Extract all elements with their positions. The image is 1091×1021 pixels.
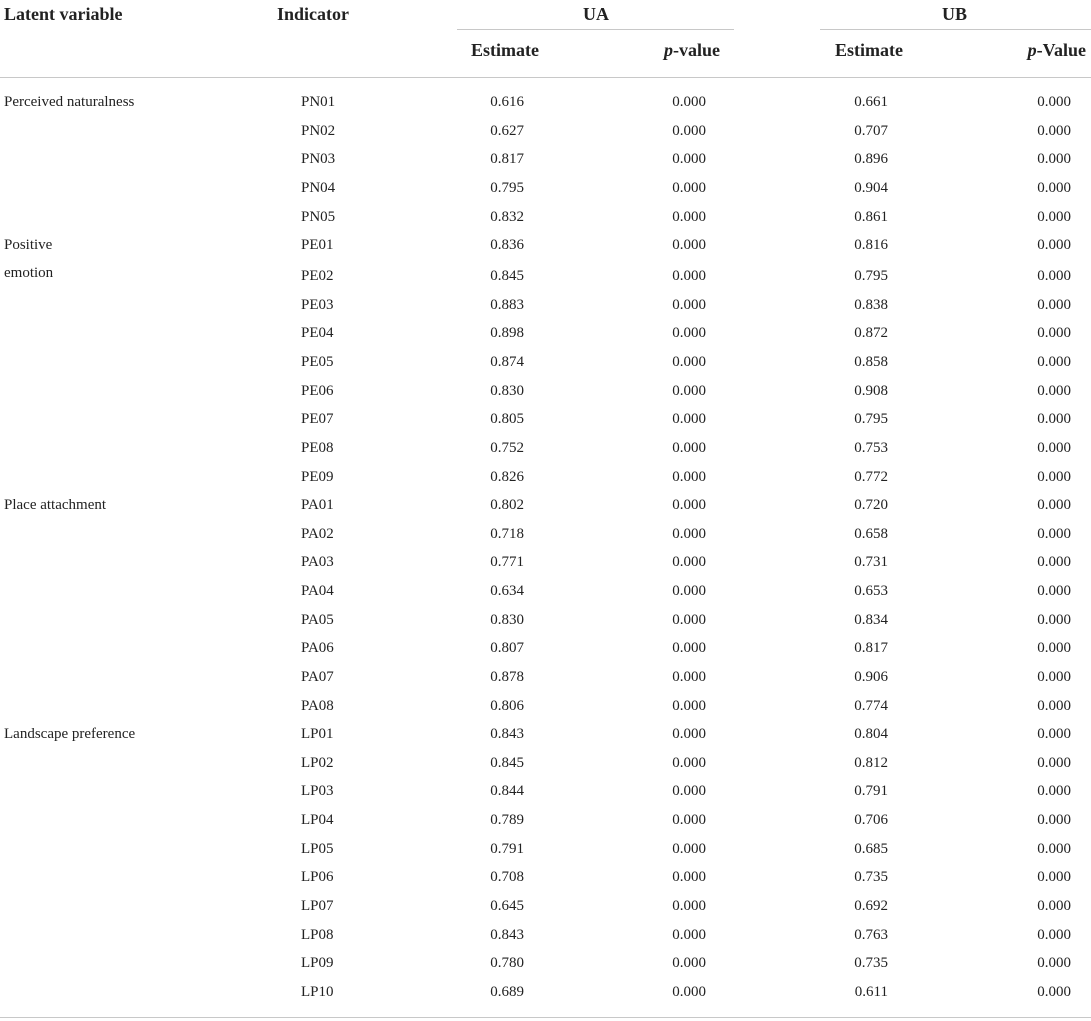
ua-estimate-cell: 0.844 xyxy=(490,783,524,799)
indicator-cell: PE04 xyxy=(301,325,334,341)
ua-estimate-cell: 0.874 xyxy=(490,354,524,370)
ub-p-value-cell: 0.000 xyxy=(1037,955,1071,971)
ub-p-value-cell: 0.000 xyxy=(1037,469,1071,485)
indicator-cell: PE09 xyxy=(301,469,334,485)
indicator-cell: LP04 xyxy=(301,812,334,828)
latent-variable-label: Landscape preference xyxy=(4,726,136,742)
ua-p-value-cell: 0.000 xyxy=(672,841,706,857)
indicator-cell: PE01 xyxy=(301,237,334,253)
ub-estimate-cell: 0.772 xyxy=(854,469,888,485)
ua-p-value-cell: 0.000 xyxy=(672,325,706,341)
ub-p-value-cell: 0.000 xyxy=(1037,755,1071,771)
ua-p-value-cell: 0.000 xyxy=(672,411,706,427)
ub-p-value-cell: 0.000 xyxy=(1037,869,1071,885)
ub-estimate-cell: 0.735 xyxy=(854,955,888,971)
indicator-cell: LP06 xyxy=(301,869,334,885)
indicator-cell: PA07 xyxy=(301,669,334,685)
indicator-cell: PE02 xyxy=(301,268,334,284)
ub-p-value-cell: 0.000 xyxy=(1037,898,1071,914)
ua-p-value-cell: 0.000 xyxy=(672,669,706,685)
ua-p-value-cell: 0.000 xyxy=(672,898,706,914)
ub-estimate-cell: 0.753 xyxy=(854,440,888,456)
ub-estimate-cell: 0.611 xyxy=(854,984,888,1000)
ub-estimate-cell: 0.834 xyxy=(854,612,888,628)
ua-estimate-cell: 0.627 xyxy=(490,123,524,139)
indicator-cell: PA08 xyxy=(301,698,334,714)
ua-estimate-cell: 0.826 xyxy=(490,469,524,485)
indicator-cell: LP08 xyxy=(301,927,334,943)
latent-variable-label: emotion xyxy=(4,265,54,281)
ub-p-value-cell: 0.000 xyxy=(1037,640,1071,656)
ub-estimate-cell: 0.906 xyxy=(854,669,888,685)
indicator-cell: LP03 xyxy=(301,783,334,799)
ua-p-value-cell: 0.000 xyxy=(672,783,706,799)
ua-estimate-cell: 0.771 xyxy=(490,554,524,570)
ua-estimate-cell: 0.689 xyxy=(490,984,524,1000)
header-ub: UB xyxy=(942,4,968,24)
indicator-cell: PN05 xyxy=(301,209,336,225)
ub-p-value-cell: 0.000 xyxy=(1037,383,1071,399)
ua-p-value-cell: 0.000 xyxy=(672,151,706,167)
ua-estimate-cell: 0.832 xyxy=(490,209,524,225)
indicator-cell: PA01 xyxy=(301,497,334,513)
ub-p-value-cell: 0.000 xyxy=(1037,325,1071,341)
ua-p-value-cell: 0.000 xyxy=(672,383,706,399)
ua-p-value-cell: 0.000 xyxy=(672,297,706,313)
ua-estimate-cell: 0.805 xyxy=(490,411,524,427)
ub-p-value-cell: 0.000 xyxy=(1037,669,1071,685)
ub-p-value-cell: 0.000 xyxy=(1037,354,1071,370)
ua-p-value-cell: 0.000 xyxy=(672,180,706,196)
ua-estimate-cell: 0.878 xyxy=(490,669,524,685)
ub-estimate-cell: 0.908 xyxy=(854,383,888,399)
ub-estimate-cell: 0.838 xyxy=(854,297,888,313)
ua-p-value-cell: 0.000 xyxy=(672,209,706,225)
ub-estimate-cell: 0.735 xyxy=(854,869,888,885)
ub-estimate-cell: 0.774 xyxy=(854,698,888,714)
ub-p-value-cell: 0.000 xyxy=(1037,209,1071,225)
ua-p-value-cell: 0.000 xyxy=(672,869,706,885)
ub-estimate-cell: 0.661 xyxy=(854,94,888,110)
ub-estimate-cell: 0.653 xyxy=(854,583,888,599)
ub-estimate-cell: 0.707 xyxy=(854,123,888,139)
ua-estimate-cell: 0.780 xyxy=(490,955,524,971)
ua-estimate-cell: 0.789 xyxy=(490,812,524,828)
ua-p-value-cell: 0.000 xyxy=(672,497,706,513)
ua-estimate-cell: 0.898 xyxy=(490,325,524,341)
ua-estimate-cell: 0.836 xyxy=(490,237,524,253)
ua-estimate-cell: 0.791 xyxy=(490,841,524,857)
ua-p-value-cell: 0.000 xyxy=(672,698,706,714)
ub-estimate-cell: 0.861 xyxy=(854,209,888,225)
indicator-cell: LP09 xyxy=(301,955,334,971)
ub-estimate-cell: 0.858 xyxy=(854,354,888,370)
ub-p-value-cell: 0.000 xyxy=(1037,151,1071,167)
ub-p-value-cell: 0.000 xyxy=(1037,440,1071,456)
header-ub-p-value: p-Value xyxy=(1027,40,1086,60)
ub-p-value-cell: 0.000 xyxy=(1037,497,1071,513)
ua-p-value-cell: 0.000 xyxy=(672,927,706,943)
latent-variable-label: Perceived naturalness xyxy=(4,94,135,110)
ub-p-value-cell: 0.000 xyxy=(1037,927,1071,943)
ub-estimate-cell: 0.804 xyxy=(854,726,888,742)
ub-estimate-cell: 0.816 xyxy=(854,237,888,253)
ua-estimate-cell: 0.634 xyxy=(490,583,524,599)
indicator-cell: PE06 xyxy=(301,383,334,399)
ua-p-value-cell: 0.000 xyxy=(672,123,706,139)
indicator-cell: LP01 xyxy=(301,726,334,742)
ua-p-value-cell: 0.000 xyxy=(672,526,706,542)
ua-estimate-cell: 0.883 xyxy=(490,297,524,313)
ub-estimate-cell: 0.812 xyxy=(854,755,888,771)
ua-estimate-cell: 0.843 xyxy=(490,726,524,742)
ub-p-value-cell: 0.000 xyxy=(1037,268,1071,284)
ub-p-value-cell: 0.000 xyxy=(1037,726,1071,742)
ua-estimate-cell: 0.795 xyxy=(490,180,524,196)
ub-p-value-cell: 0.000 xyxy=(1037,841,1071,857)
ua-estimate-cell: 0.830 xyxy=(490,383,524,399)
indicator-cell: PE05 xyxy=(301,354,334,370)
ub-p-value-cell: 0.000 xyxy=(1037,554,1071,570)
indicator-cell: PN03 xyxy=(301,151,336,167)
ua-p-value-cell: 0.000 xyxy=(672,812,706,828)
indicator-cell: PN02 xyxy=(301,123,336,139)
ub-p-value-cell: 0.000 xyxy=(1037,612,1071,628)
indicator-cell: PA02 xyxy=(301,526,334,542)
ua-spanner-rule xyxy=(457,29,734,30)
ub-estimate-cell: 0.731 xyxy=(854,554,888,570)
ua-p-value-cell: 0.000 xyxy=(672,984,706,1000)
ub-p-value-cell: 0.000 xyxy=(1037,180,1071,196)
ua-estimate-cell: 0.843 xyxy=(490,927,524,943)
ua-p-value-cell: 0.000 xyxy=(672,755,706,771)
ub-estimate-cell: 0.817 xyxy=(854,640,888,656)
ub-p-value-cell: 0.000 xyxy=(1037,583,1071,599)
ua-estimate-cell: 0.645 xyxy=(490,898,524,914)
ub-estimate-cell: 0.706 xyxy=(854,812,888,828)
header-ua: UA xyxy=(583,4,609,24)
ub-estimate-cell: 0.896 xyxy=(854,151,888,167)
indicator-cell: PA05 xyxy=(301,612,334,628)
ub-estimate-cell: 0.795 xyxy=(854,411,888,427)
ub-p-value-cell: 0.000 xyxy=(1037,297,1071,313)
ua-p-value-cell: 0.000 xyxy=(672,469,706,485)
ub-estimate-cell: 0.692 xyxy=(854,898,888,914)
indicator-cell: PN04 xyxy=(301,180,336,196)
ua-estimate-cell: 0.845 xyxy=(490,268,524,284)
ub-p-value-cell: 0.000 xyxy=(1037,984,1071,1000)
ub-p-value-cell: 0.000 xyxy=(1037,698,1071,714)
ua-p-value-cell: 0.000 xyxy=(672,554,706,570)
indicator-cell: PA06 xyxy=(301,640,334,656)
ub-estimate-cell: 0.872 xyxy=(854,325,888,341)
header-ua-estimate: Estimate xyxy=(471,40,539,60)
ub-estimate-cell: 0.904 xyxy=(854,180,888,196)
ua-p-value-cell: 0.000 xyxy=(672,440,706,456)
ua-estimate-cell: 0.807 xyxy=(490,640,524,656)
header-ub-estimate: Estimate xyxy=(835,40,903,60)
ub-p-value-cell: 0.000 xyxy=(1037,783,1071,799)
ua-estimate-cell: 0.806 xyxy=(490,698,524,714)
ub-p-value-cell: 0.000 xyxy=(1037,526,1071,542)
ub-estimate-cell: 0.720 xyxy=(854,497,888,513)
ua-estimate-cell: 0.830 xyxy=(490,612,524,628)
ub-p-value-cell: 0.000 xyxy=(1037,812,1071,828)
indicator-cell: PE08 xyxy=(301,440,334,456)
indicator-cell: LP05 xyxy=(301,841,334,857)
ub-p-value-cell: 0.000 xyxy=(1037,123,1071,139)
ua-p-value-cell: 0.000 xyxy=(672,583,706,599)
indicator-cell: PA04 xyxy=(301,583,334,599)
ub-estimate-cell: 0.763 xyxy=(854,927,888,943)
ub-p-value-cell: 0.000 xyxy=(1037,237,1071,253)
ua-p-value-cell: 0.000 xyxy=(672,94,706,110)
ua-estimate-cell: 0.718 xyxy=(490,526,524,542)
header-bottom-rule xyxy=(0,77,1091,78)
header-latent-variable: Latent variable xyxy=(4,4,123,24)
ua-p-value-cell: 0.000 xyxy=(672,955,706,971)
ua-estimate-cell: 0.708 xyxy=(490,869,524,885)
indicator-cell: PN01 xyxy=(301,94,336,110)
indicator-cell: LP07 xyxy=(301,898,334,914)
ub-estimate-cell: 0.795 xyxy=(854,268,888,284)
ua-p-value-cell: 0.000 xyxy=(672,237,706,253)
header-ua-p-value: p-value xyxy=(664,40,720,60)
ub-p-value-cell: 0.000 xyxy=(1037,94,1071,110)
latent-variable-label: Positive xyxy=(4,237,53,253)
ua-estimate-cell: 0.845 xyxy=(490,755,524,771)
ua-p-value-cell: 0.000 xyxy=(672,354,706,370)
ua-p-value-cell: 0.000 xyxy=(672,640,706,656)
ub-p-value-cell: 0.000 xyxy=(1037,411,1071,427)
ua-p-value-cell: 0.000 xyxy=(672,726,706,742)
indicator-cell: LP02 xyxy=(301,755,334,771)
indicator-cell: PA03 xyxy=(301,554,334,570)
ua-p-value-cell: 0.000 xyxy=(672,612,706,628)
ua-p-value-cell: 0.000 xyxy=(672,268,706,284)
latent-variable-label: Place attachment xyxy=(4,497,107,513)
indicator-cell: LP10 xyxy=(301,984,334,1000)
ub-estimate-cell: 0.791 xyxy=(854,783,888,799)
indicator-cell: PE07 xyxy=(301,411,334,427)
ua-estimate-cell: 0.817 xyxy=(490,151,524,167)
header-indicator: Indicator xyxy=(277,4,349,24)
indicator-cell: PE03 xyxy=(301,297,334,313)
ua-estimate-cell: 0.616 xyxy=(490,94,524,110)
table-bottom-rule xyxy=(0,1017,1091,1018)
ua-estimate-cell: 0.802 xyxy=(490,497,524,513)
ub-estimate-cell: 0.685 xyxy=(854,841,888,857)
ub-spanner-rule xyxy=(820,29,1091,30)
ua-estimate-cell: 0.752 xyxy=(490,440,524,456)
ub-estimate-cell: 0.658 xyxy=(854,526,888,542)
